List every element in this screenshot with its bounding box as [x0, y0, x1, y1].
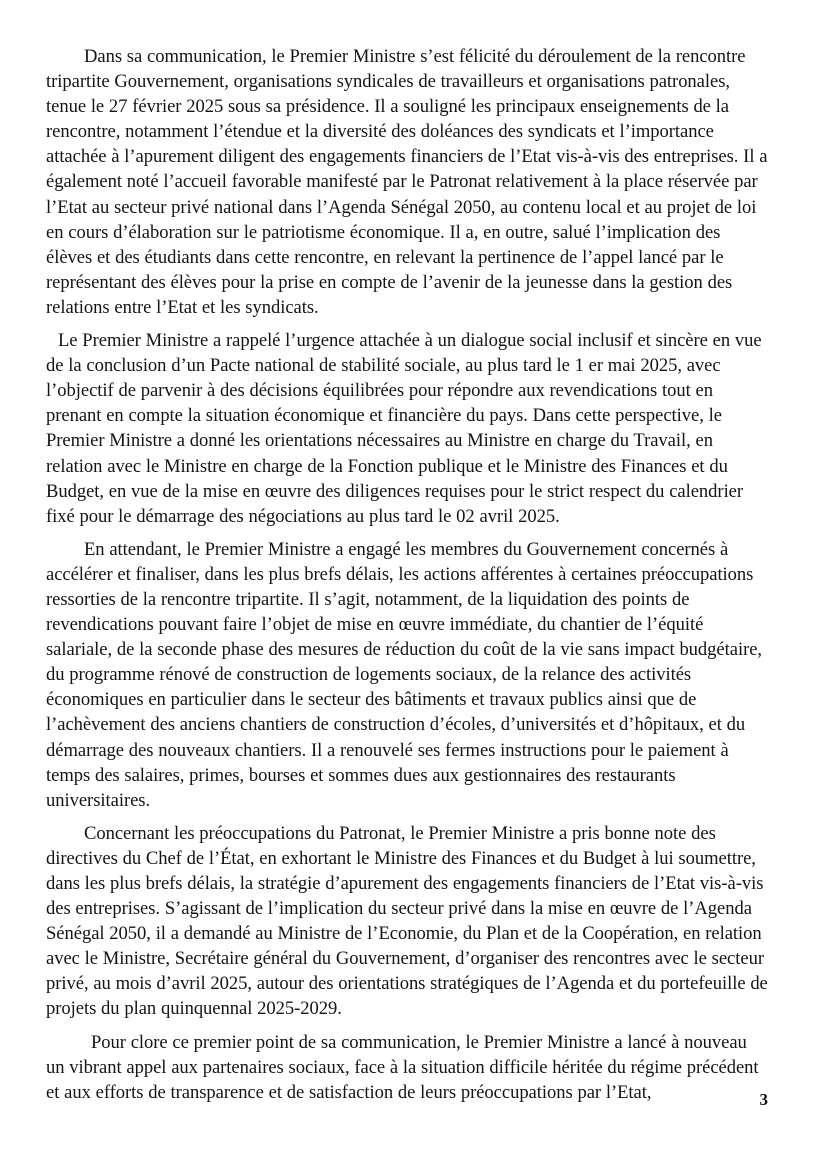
paragraph-4: Concernant les préoccupations du Patronat, le Premier Ministre a pris bonne note des directives du Chef de l’État, en exhortant le Ministre des Finances et du Budget à lui soumettre, dans les plus brefs délais, la stratégie d’apurement des engagements financiers de l’Etat vis-à-vis des entreprises. S’agissant de l’implication du secteur privé dans la mise en œuvre de l’Agenda Sénégal 2050, il a demandé au Ministre de l’Economie, du Plan et de la Coopération, en relation avec le Ministre, Secrétaire général du Gouvernement, d’organiser des rencontres avec le secteur privé, au mois d’avril 2025, autour des orientations stratégiques de l’Agenda et du portefeuille de projets du plan quinquennal 2025-2029. — [46, 822, 768, 1020]
paragraph-5: Pour clore ce premier point de sa communication, le Premier Ministre a lancé à nouveau un vibrant appel aux partenaires sociaux, face à la situation difficile héritée du régime précédent et aux efforts de transparence et de satisfaction de leurs préoccupations par l’Etat, — [46, 1031, 759, 1103]
page-number: 3 — [759, 1090, 768, 1109]
paragraph-3: En attendant, le Premier Ministre a engagé les membres du Gouvernement concernés à accélérer et finaliser, dans les plus brefs délais, les actions afférentes à certaines préoccupations ressorties de la rencontre tripartite. Il s’agit, notamment, de la liquidation des points de revendications pouvant faire l’objet de mise en œuvre immédiate, du chantier de l’équité salariale, de la seconde phase des mesures de réduction du coût de la vie sans impact budgétaire, du programme rénové de construction de logements sociaux, de la relance des activités économiques en particulier dans le secteur des bâtiments et travaux publics ainsi que de l’achèvement des anciens chantiers de construction d’écoles, d’universités et d’hôpitaux, et du démarrage des nouveaux chantiers. Il a renouvelé ses fermes instructions pour le paiement à temps des salaires, primes, bourses et sommes dues aux gestionnaires des restaurants universitaires. — [46, 538, 763, 811]
paragraph-2: Le Premier Ministre a rappelé l’urgence attachée à un dialogue social inclusif et sincère en vue de la conclusion d’un Pacte national de stabilité sociale, au plus tard le 1 er mai 2025, avec l’objectif de parvenir à des décisions équilibrées pour répondre aux revendications tout en prenant en compte la situation économique et financière du pays. Dans cette perspective, le Premier Ministre a donné les orientations nécessaires au Ministre en charge du Travail, en relation avec le Ministre en charge de la Fonction publique et le Ministre des Finances et du Budget, en vue de la mise en œuvre des diligences requises pour le strict respect du calendrier fixé pour le démarrage des négociations au plus tard le 02 avril 2025. — [46, 330, 762, 527]
document-body — [46, 44, 768, 1105]
paragraph-1: Dans sa communication, le Premier Ministre s’est félicité du déroulement de la rencontre tripartite Gouvernement, organisations syndicales de travailleurs et organisations patronales, tenue le 27 février 2025 sous sa présidence. Il a souligné les principaux enseignements de la rencontre, notamment l’étendue et la diversité des doléances des syndicats et l’importance attachée à l’apurement diligent des engagements financiers de l’Etat vis-à-vis des entreprises. Il a également noté l’accueil favorable manifesté par le Patronat relativement à la place réservée par l’Etat au secteur privé national dans l’Agenda Sénégal 2050, au contenu local et au projet de loi en cours d’élaboration sur le patriotisme économique. Il a, en outre, salué l’implication des élèves et des étudiants dans cette rencontre, en relevant la pertinence de l’appel lancé par le représentant des élèves pour la prise en compte de l’avenir de la jeunesse dans la gestion des relations entre l’Etat et les syndicats. — [46, 46, 768, 318]
